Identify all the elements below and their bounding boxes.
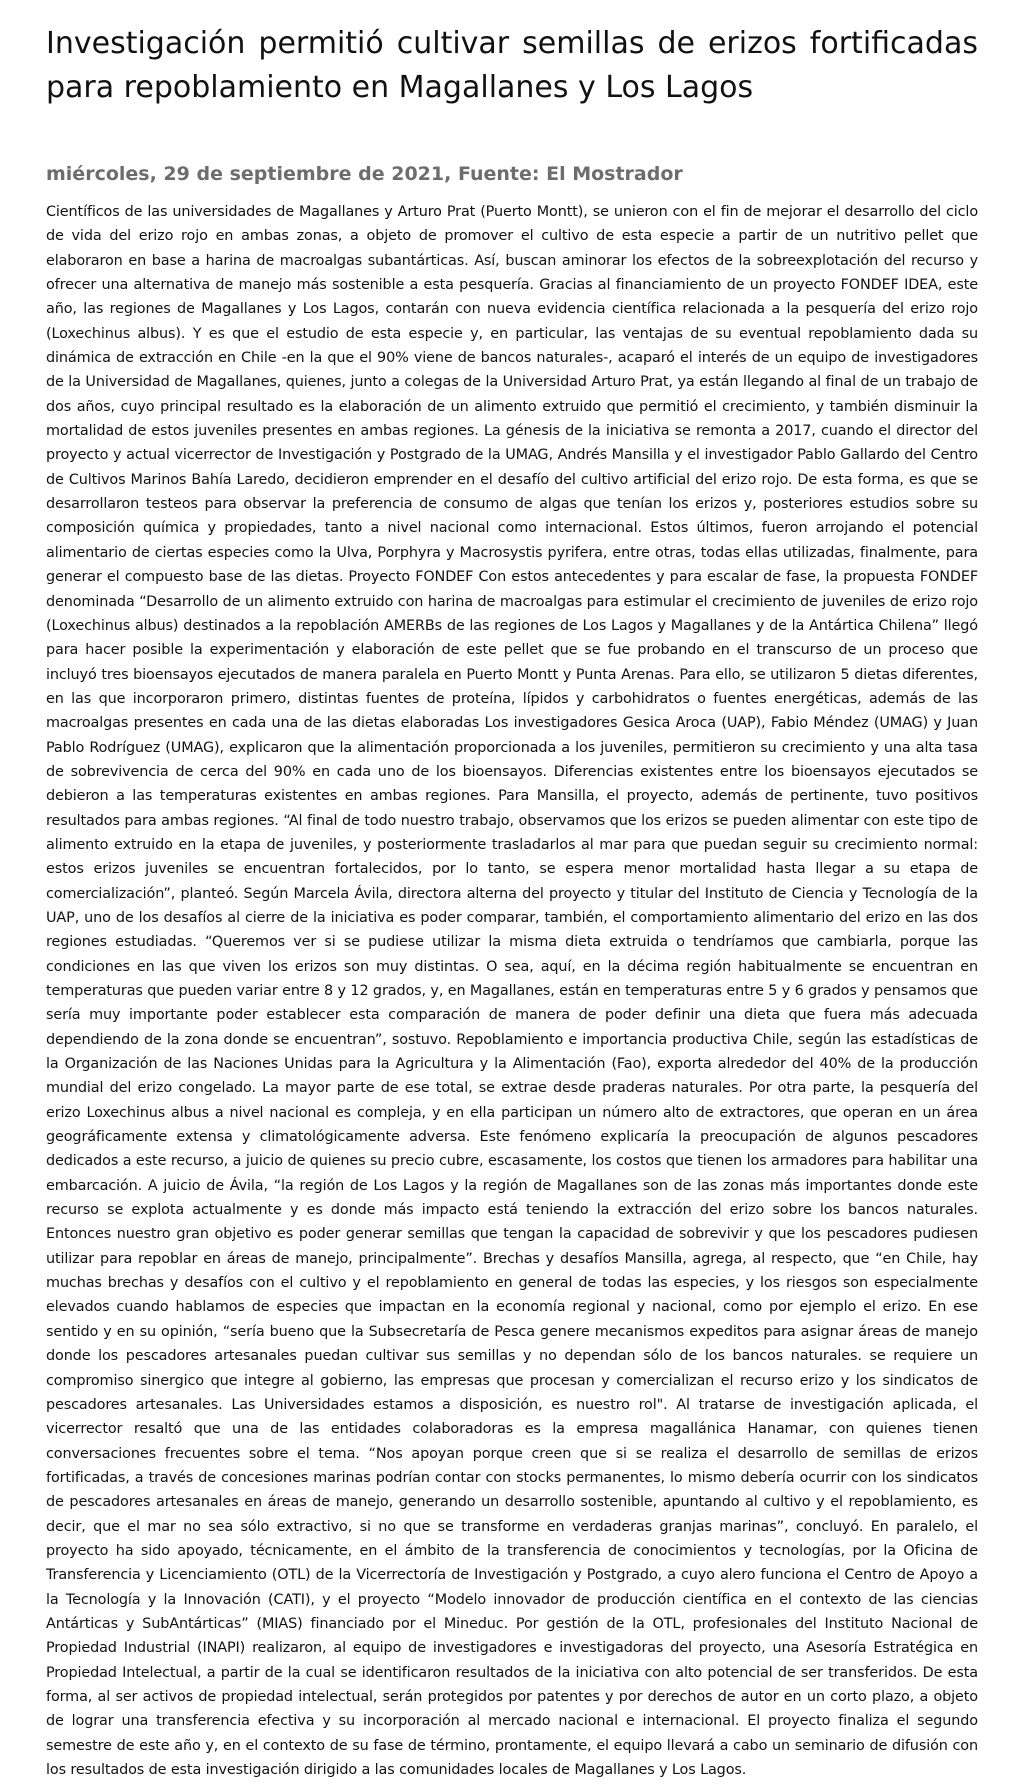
article-title: Investigación permitió cultivar semillas de erizos fortificadas para repoblamiento en Magallanes y Los Lagos (46, 26, 978, 105)
article-body: Científicos de las universidades de Magallanes y Arturo Prat (Puerto Montt), se unieron con el fin de mejorar el desarrollo del ciclo de vida del erizo rojo en ambas zonas, a objeto de promover el cultivo de esta especie a partir de un nutritivo pellet que elaboraron en base a harina de macroalgas subantárticas. Así, buscan aminorar los efectos de la sobreexplotación del recurso y ofrecer una alternativa de manejo más sostenible a esta pesquería. Gracias al financiamiento de un proyecto FONDEF IDEA, este año, las regiones de Magallanes y Los Lagos, contarán con nueva evidencia científica relacionada a la pesquería del erizo rojo (Loxechinus albus). Y es que el estudio de esta especie y, en particular, las ventajas de su eventual repoblamiento dada su dinámica de extracción en Chile -en la que el 90% viene de bancos naturales-, acaparó el interés de un equipo de investigadores de la Universidad de Magallanes, quienes, junto a colegas de la Universidad Arturo Prat, ya están llegando al final de un trabajo de dos años, cuyo principal resultado es la elaboración de un alimento extruido que permitió el crecimiento, y también disminuir la mortalidad de estos juveniles presentes en ambas regiones. La génesis de la iniciativa se remonta a 2017, cuando el director del proyecto y actual vicerrector de Investigación y Postgrado de la UMAG, Andrés Mansilla y el investigador Pablo Gallardo del Centro de Cultivos Marinos Bahía Laredo, decidieron emprender en el desafío del cultivo artificial del erizo rojo. De esta forma, es que se desarrollaron testeos para observar la preferencia de consumo de algas que tenían los erizos y, posteriores estudios sobre su composición química y propiedades, tanto a nivel nacional como internacional. Estos últimos, fueron arrojando el potencial alimentario de ciertas especies como la Ulva, Porphyra y Macrosystis pyrifera, entre otras, todas ellas utilizadas, finalmente, para generar el compuesto base de las dietas. Proyecto FONDEF Con estos antecedentes y para escalar de fase, la propuesta FONDEF denominada “Desarrollo de un alimento extruido con harina de macroalgas para estimular el crecimiento de juveniles de erizo rojo (Loxechinus albus) destinados a la repoblación AMERBs de las regiones de Los Lagos y Magallanes y de la Antártica Chilena” llegó para hacer posible la experimentación y elaboración de este pellet que se fue probando en el transcurso de un proceso que incluyó tres bioensayos ejecutados de manera paralela en Puerto Montt y Punta Arenas. Para ello, se utilizaron 5 dietas diferentes, en las que incorporaron primero, distintas fuentes de proteína, lípidos y carbohidratos o fuentes energéticas, además de las macroalgas presentes en cada una de las dietas elaboradas Los investigadores Gesica Aroca (UAP), Fabio Méndez (UMAG) y Juan Pablo Rodríguez (UMAG), explicaron que la alimentación proporcionada a los juveniles, permitieron su crecimiento y una alta tasa de sobrevivencia de cerca del 90% en cada uno de los bioensayos. Diferencias existentes entre los bioensayos ejecutados se debieron a las temperaturas existentes en ambas regiones. Para Mansilla, el proyecto, además de pertinente, tuvo positivos resultados para ambas regiones. “Al final de todo nuestro trabajo, observamos que los erizos se pueden alimentar con este tipo de alimento extruido en la etapa de juveniles, y posteriormente trasladarlos al mar para que puedan seguir su crecimiento normal: estos erizos juveniles se encuentran fortalecidos, por lo tanto, se espera menor mortalidad hasta llegar a su etapa de comercialización”, planteó. Según Marcela Ávila, directora alterna del proyecto y titular del Instituto de Ciencia y Tecnología de la UAP, uno de los desafíos al cierre de la iniciativa es poder comparar, también, el comportamiento alimentario del erizo en las dos regiones estudiadas. “Queremos ver si se pudiese utilizar la misma dieta extruida o tendríamos que cambiarla, porque las condiciones en las que viven los erizos son muy distintas. O sea, aquí, en la décima región habitualmente se encuentran en temperaturas que pueden variar entre 8 y 12 grados, y, en Magallanes, están en temperaturas entre 5 y 6 grados y pensamos que sería muy importante poder establecer esta comparación de manera de poder definir una dieta que fuera más adecuada dependiendo de la zona donde se encuentran”, sostuvo. Repoblamiento e importancia productiva Chile, según las estadísticas de la Organización de las Naciones Unidas para la Agricultura y la Alimentación (Fao), exporta alrededor del 40% de la producción mundial del erizo congelado. La mayor parte de ese total, se extrae desde praderas naturales. Por otra parte, la pesquería del erizo Loxechinus albus a nivel nacional es compleja, y en ella participan un número alto de extractores, que operan en un área geográficamente extensa y climatológicamente adversa. Este fenómeno explicaría la preocupación de algunos pescadores dedicados a este recurso, a juicio de quienes su precio cubre, escasamente, los costos que tienen los armadores para habilitar una embarcación. A juicio de Ávila, “la región de Los Lagos y la región de Magallanes son de las zonas más importantes donde este recurso se explota actualmente y es donde más impacto está teniendo la extracción del erizo sobre los bancos naturales. Entonces nuestro gran objetivo es poder generar semillas que tengan la capacidad de sobrevivir y que los pescadores pudiesen utilizar para repoblar en áreas de manejo, principalmente”. Brechas y desafíos Mansilla, agrega, al respecto, que “en Chile, hay muchas brechas y desafíos con el cultivo y el repoblamiento en general de todas las especies, y los riesgos son especialmente elevados cuando hablamos de especies que impactan en la economía regional y nacional, como por ejemplo el erizo. En ese sentido y en su opinión, “sería bueno que la Subsecretaría de Pesca genere mecanismos expeditos para asignar áreas de manejo donde los pescadores artesanales puedan cultivar sus semillas y no dependan sólo de los bancos naturales. se requiere un compromiso sinergico que integre al gobierno, las empresas que procesan y comercializan el recurso erizo y los sindicatos de pescadores artesanales. Las Universidades estamos a disposición, es nuestro rol". Al tratarse de investigación aplicada, el vicerrector resaltó que una de las entidades colaboradoras es la empresa magallánica Hanamar, con quienes tienen conversaciones frecuentes sobre el tema. “Nos apoyan porque creen que si se realiza el desarrollo de semillas de erizos fortificadas, a través de concesiones marinas podrían contar con stocks permanentes, lo mismo debería ocurrir con los sindicatos de pescadores artesanales en áreas de manejo, generando un desarrollo sostenible, apuntando al cultivo y el repoblamiento, es decir, que el mar no sea sólo extractivo, si no que se transforme en verdaderas granjas marinas”, concluyó. En paralelo, el proyecto ha sido apoyado, técnicamente, en el ámbito de la transferencia de conocimientos y tecnologías, por la Oficina de Transferencia y Licenciamiento (OTL) de la Vicerrectoría de Investigación y Postgrado, a cuyo alero funciona el Centro de Apoyo a la Tecnología y la Innovación (CATI), y el proyecto “Modelo innovador de producción científica en el contexto de las ciencias Antárticas y SubAntárticas” (MIAS) financiado por el Mineduc. Por gestión de la OTL, profesionales del Instituto Nacional de Propiedad Industrial (INAPI) realizaron, al equipo de investigadores e investigadoras del proyecto, una Asesoría Estratégica en Propiedad Intelectual, a partir de la cual se identificaron resultados de la iniciativa con alto potencial de ser transferidos. De esta forma, al ser activos de propiedad intelectual, serán protegidos por patentes y por derechos de autor en un corto plazo, a objeto de lograr una transferencia efectiva y su incorporación al mercado nacional e internacional. El proyecto finaliza el segundo semestre de este año y, en el contexto de su fase de término, prontamente, el equipo llevará a cabo un seminario de difusión con los resultados de esta investigación dirigido a las comunidades locales de Magallanes y Los Lagos. (46, 204, 978, 1778)
article-date-source: miércoles, 29 de septiembre de 2021, Fuente: El Mostrador (46, 163, 683, 185)
article (46, 0, 978, 1782)
